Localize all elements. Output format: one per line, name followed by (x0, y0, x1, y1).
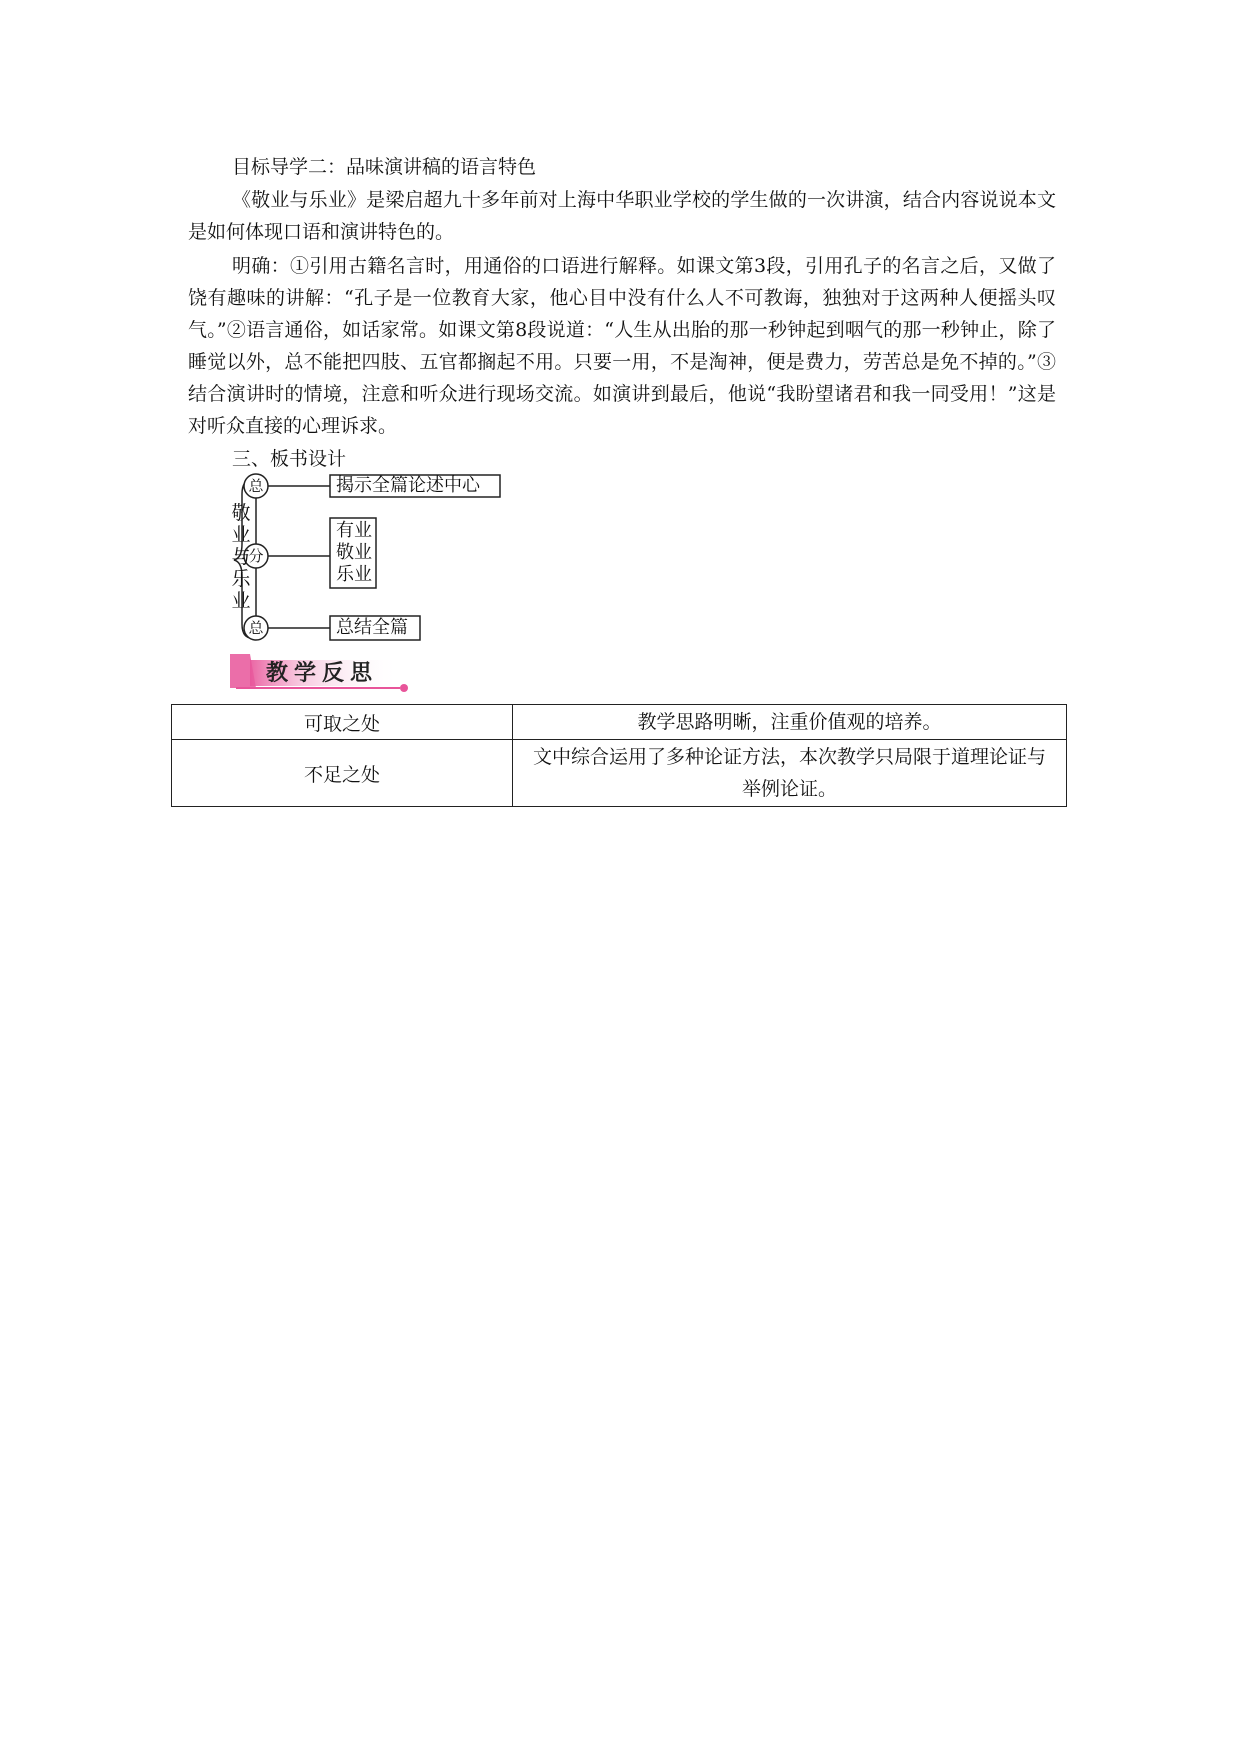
board-design-diagram (226, 474, 526, 644)
box-1-text: 揭示全篇论述中心 (336, 475, 480, 496)
box-2-line: 乐业 (336, 564, 372, 585)
vertical-title-char: 业 (231, 590, 251, 612)
row-label: 可取之处 (172, 705, 513, 740)
vertical-title-char: 业 (231, 524, 251, 546)
marker-label-2: 分 (248, 547, 264, 565)
table-row (172, 705, 1067, 740)
box-2-line: 有业 (336, 520, 372, 541)
vertical-title-char: 敬 (231, 502, 251, 524)
question-paragraph: 《敬业与乐业》是梁启超九十多年前对上海中华职业学校的学生做的一次讲演，结合内容说说本文是如何体现口语和演讲特色的。 (188, 189, 1056, 243)
row-label: 不足之处 (172, 740, 513, 807)
reflection-banner-title: 教学反思 (266, 660, 379, 686)
vertical-title-char: 与 (231, 546, 251, 568)
vertical-title-char: 乐 (231, 568, 251, 590)
row-content: 文中综合运用了多种论证方法，本次教学只局限于道理论证与举例论证。 (513, 740, 1067, 807)
section-heading: 目标导学二：品味演讲稿的语言特色 (232, 156, 537, 178)
reflection-table (171, 704, 1067, 807)
reflection-banner (228, 650, 418, 692)
box-3-text: 总结全篇 (336, 617, 408, 638)
row-content: 教学思路明晰，注重价值观的培养。 (513, 705, 1067, 740)
marker-label-1: 总 (248, 477, 264, 495)
table-row (172, 740, 1067, 807)
marker-label-3: 总 (248, 619, 264, 637)
answer-paragraph: 明确：①引用古籍名言时，用通俗的口语进行解释。如课文第3段，引用孔子的名言之后，又做了饶有趣味的讲解：“孔子是一位教育大家，他心目中没有什么人不可教诲，独独对于这两种人便摇头叹气。”②语言通俗，如话家常。如课文第8段说道：“人生从出胎的那一秒钟起到咽气的那一秒钟止，除了睡觉以外，总不能把四肢、五官都搁起不用。只要一用，不是淘神，便是费力，劳苦总是免不掉的。”③结合演讲时的情境，注意和听众进行现场交流。如演讲到最后，他说“我盼望诸君和我一同受用！”这是对听众直接的心理诉求。 (188, 255, 1056, 437)
board-design-title: 三、板书设计 (232, 448, 347, 470)
box-2-line: 敬业 (336, 542, 372, 563)
